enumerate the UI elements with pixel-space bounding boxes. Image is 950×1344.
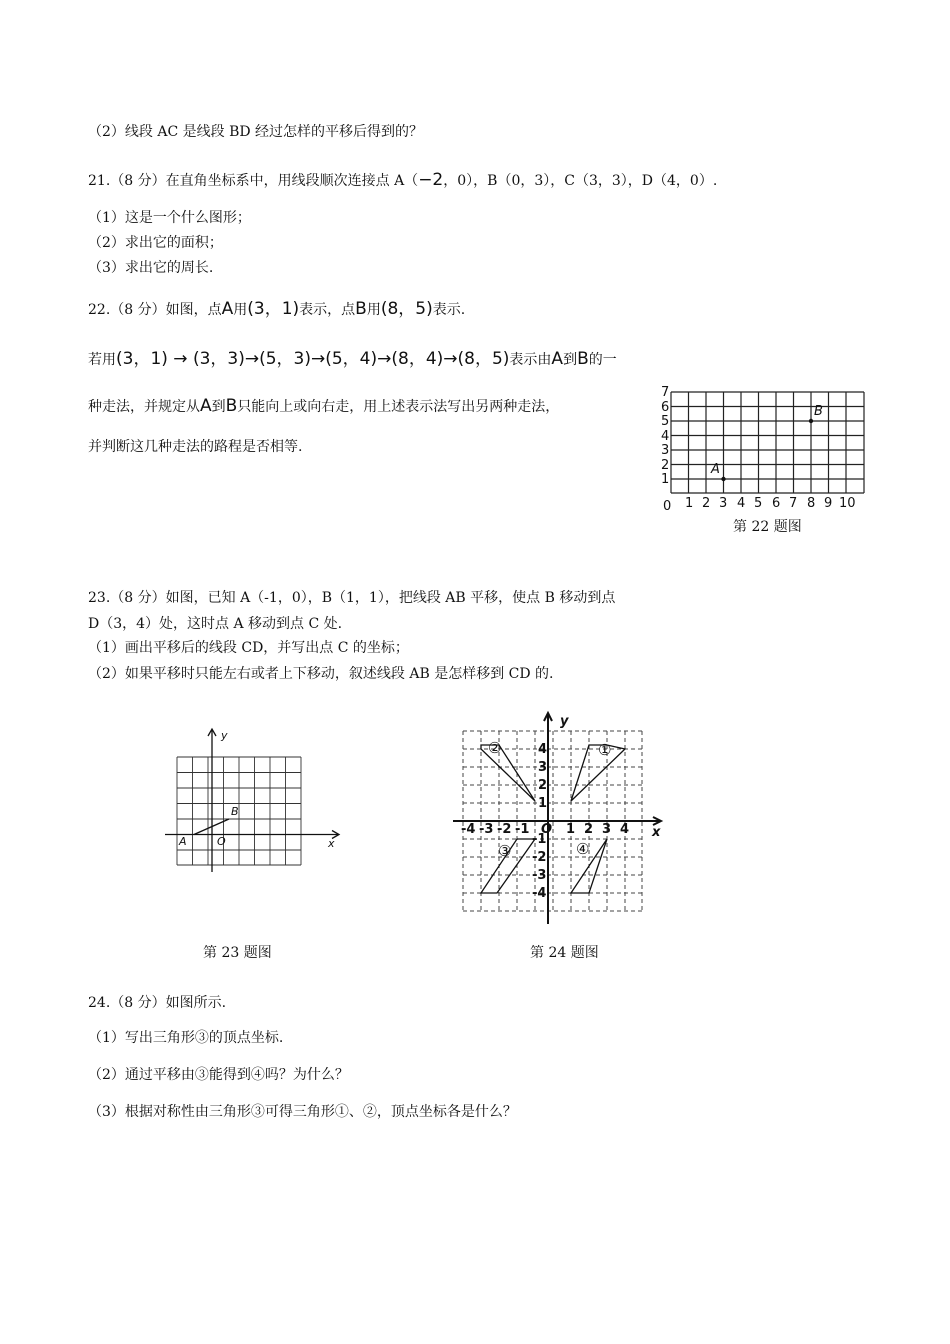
- point-b-label: B: [231, 805, 239, 818]
- axes: [165, 729, 339, 872]
- q22-text: 22.（8 分）如图，点: [88, 302, 222, 318]
- x-axis-label: x: [652, 825, 661, 840]
- q22-text: 到: [211, 399, 226, 415]
- x-tick: -1: [515, 822, 530, 837]
- q21-part1: （1）这是一个什么图形；: [88, 210, 251, 226]
- y-tick: 1: [661, 472, 670, 487]
- x-tick: -4: [461, 822, 476, 837]
- y-tick: 6: [661, 400, 670, 415]
- q22-last-line: 并判断这几种走法的路程是否相等.: [88, 439, 303, 455]
- y-tick: 2: [538, 778, 548, 793]
- q22-text: 表示由: [509, 352, 552, 368]
- origin-label: O: [541, 822, 553, 837]
- x-tick: 1: [685, 496, 694, 511]
- figure-23-caption: 第 23 题图: [203, 945, 272, 961]
- point-b-label: B: [814, 404, 823, 419]
- x-tick: 4: [620, 822, 630, 837]
- q21-part3: （3）求出它的周长.: [88, 260, 214, 276]
- y-axis-label: y: [221, 729, 228, 742]
- x-tick: 7: [789, 496, 798, 511]
- point-a-label: A: [711, 462, 720, 477]
- figure-24-grid: [450, 708, 670, 928]
- q22-point-b: B: [225, 396, 238, 416]
- y-tick: 7: [661, 385, 670, 400]
- y-tick: 4: [538, 742, 548, 757]
- y-tick: -3: [532, 868, 547, 883]
- y-tick: 1: [538, 796, 548, 811]
- y-tick: -1: [532, 832, 547, 847]
- q23-part2: （2）如果平移时只能左右或者上下移动，叙述线段 AB 是怎样移到 CD 的.: [88, 666, 554, 682]
- y-tick: 3: [661, 443, 670, 458]
- triangle-2-label: ②: [488, 739, 502, 757]
- y-tick: 2: [661, 458, 670, 473]
- grid-lines: [177, 757, 301, 865]
- q22-point-b: B: [355, 299, 367, 319]
- q24-part3: （3）根据对称性由三角形③可得三角形①、②，顶点坐标各是什么？: [88, 1104, 517, 1120]
- q22-coord-a: (3，1): [247, 299, 300, 319]
- q22-path: (3，1) → (3，3)→(5，3)→(5，4)→(8，4)→(8，5): [116, 349, 510, 369]
- q22-text: 表示.: [432, 302, 466, 318]
- y-tick: 4: [661, 429, 670, 444]
- figure-24-caption: 第 24 题图: [530, 945, 599, 961]
- q21-tail: ，0），B（0，3），C（3，3），D（4，0）.: [443, 173, 718, 189]
- x-tick: -2: [497, 822, 512, 837]
- x-axis-label: x: [328, 837, 335, 850]
- q20-part2: （2）线段 AC 是线段 BD 经过怎样的平移后得到的？: [88, 124, 424, 140]
- q24-head: 24.（8 分）如图所示.: [88, 995, 227, 1011]
- q23-line2: D（3，4）处，这时点 A 移动到点 C 处.: [88, 616, 343, 632]
- x-tick: 5: [754, 496, 763, 511]
- point-b: [809, 419, 813, 423]
- q24-part2: （2）通过平移由③能得到④吗？为什么？: [88, 1067, 349, 1083]
- q22-text: 用: [366, 302, 381, 318]
- y-axis-label: y: [560, 714, 569, 729]
- x-tick: 3: [719, 496, 728, 511]
- grid-lines: [671, 392, 864, 493]
- q22-text: 用: [233, 302, 248, 318]
- q22-point-a: A: [551, 349, 564, 369]
- q24-part1: （1）写出三角形③的顶点坐标.: [88, 1030, 284, 1046]
- y-tick: -2: [532, 850, 547, 865]
- origin-label: 0: [663, 499, 672, 514]
- q21-neg2: −2: [418, 170, 444, 190]
- y-tick: 5: [661, 414, 670, 429]
- origin-label: O: [217, 835, 226, 848]
- q22-rule-line: [88, 396, 559, 416]
- x-tick: 10: [839, 496, 856, 511]
- triangle-3-label: ③: [498, 842, 512, 860]
- q21-part2: （2）求出它的面积；: [88, 235, 223, 251]
- x-tick: -3: [479, 822, 494, 837]
- q22-point-a: A: [200, 396, 212, 416]
- point-a-label: A: [179, 835, 187, 848]
- point-a: [721, 477, 725, 481]
- y-tick: -4: [532, 886, 547, 901]
- q22-text: 的一: [588, 352, 617, 368]
- q22-text: 只能向上或向右走，用上述表示法写出另两种走法，: [237, 399, 560, 415]
- q23-line1: 23.（8 分）如图，已知 A（-1，0），B（1，1），把线段 AB 平移，使点 B 移动到点: [88, 590, 616, 606]
- q21-head: 21.（8 分）在直角坐标系中，用线段顺次连接点 A（: [88, 173, 419, 189]
- figure-22-caption: 第 22 题图: [733, 519, 802, 535]
- q23-part1: （1）画出平移后的线段 CD，并写出点 C 的坐标；: [88, 640, 409, 656]
- q22-coord-b: (8，5): [380, 299, 433, 319]
- q21-stem: [88, 170, 717, 190]
- q22-text: 到: [563, 352, 578, 368]
- x-tick: 6: [772, 496, 781, 511]
- q22-text: 表示，点: [299, 302, 356, 318]
- x-tick: 3: [602, 822, 612, 837]
- x-tick: 2: [584, 822, 594, 837]
- figure-22-grid: [655, 376, 880, 514]
- triangle-4-label: ④: [576, 840, 590, 858]
- q22-point-a: A: [221, 299, 234, 319]
- y-tick: 3: [538, 760, 548, 775]
- x-tick: 9: [824, 496, 833, 511]
- x-tick: 1: [566, 822, 576, 837]
- q22-point-b: B: [577, 349, 589, 369]
- x-tick: 4: [737, 496, 746, 511]
- q22-path-line: [88, 344, 617, 369]
- triangle-1-label: ①: [598, 741, 612, 759]
- q22-text: 若用: [88, 352, 116, 368]
- x-tick: 8: [807, 496, 816, 511]
- q22-stem: [88, 294, 465, 319]
- x-tick: 2: [702, 496, 711, 511]
- q22-text: 种走法，并规定从: [88, 399, 200, 415]
- figure-23-grid: [160, 722, 350, 878]
